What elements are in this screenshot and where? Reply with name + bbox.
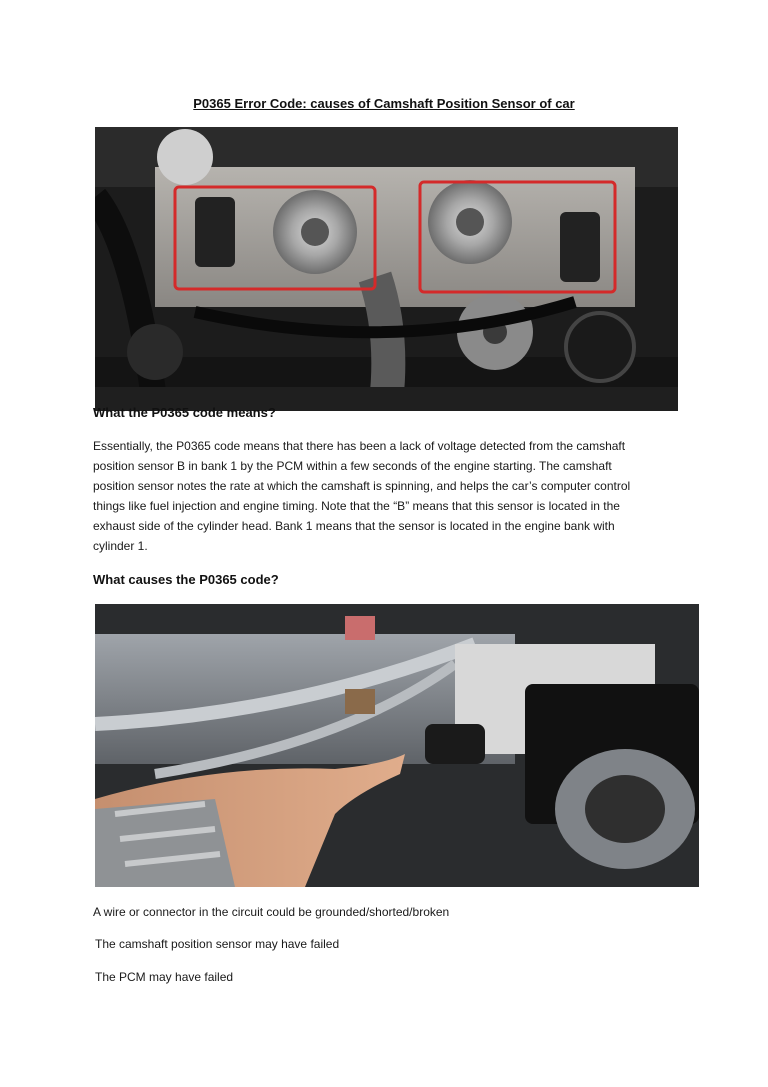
section-heading-meaning: What the P0365 code means?	[93, 405, 276, 420]
engine-photo-hand	[95, 604, 699, 887]
cause-item: The camshaft position sensor may have failed	[95, 937, 340, 951]
section-paragraph-meaning: Essentially, the P0365 code means that there has been a lack of voltage detected from the camshaft position sensor B in bank 1 by the PCM within a few seconds of the engine starting. The camshaft position sensor notes the rate at which the camshaft is spinning, and helps the car’s computer control things like fuel injection and engine timing. Note that the “B” means that this sensor is located in the exhaust side of the cylinder head. Bank 1 means that the sensor is located in the engine bank with cylinder 1.	[93, 439, 631, 553]
cause-item: A wire or connector in the circuit could be grounded/shorted/broken	[93, 905, 450, 919]
engine-photo-sensors	[95, 127, 678, 411]
page-title: P0365 Error Code: causes of Camshaft Position Sensor of car	[193, 96, 575, 111]
section-heading-causes: What causes the P0365 code?	[93, 572, 279, 587]
cause-item: The PCM may have failed	[95, 970, 234, 984]
engine-photo-hand-image	[95, 604, 699, 887]
engine-photo-sensors-image	[95, 127, 678, 411]
